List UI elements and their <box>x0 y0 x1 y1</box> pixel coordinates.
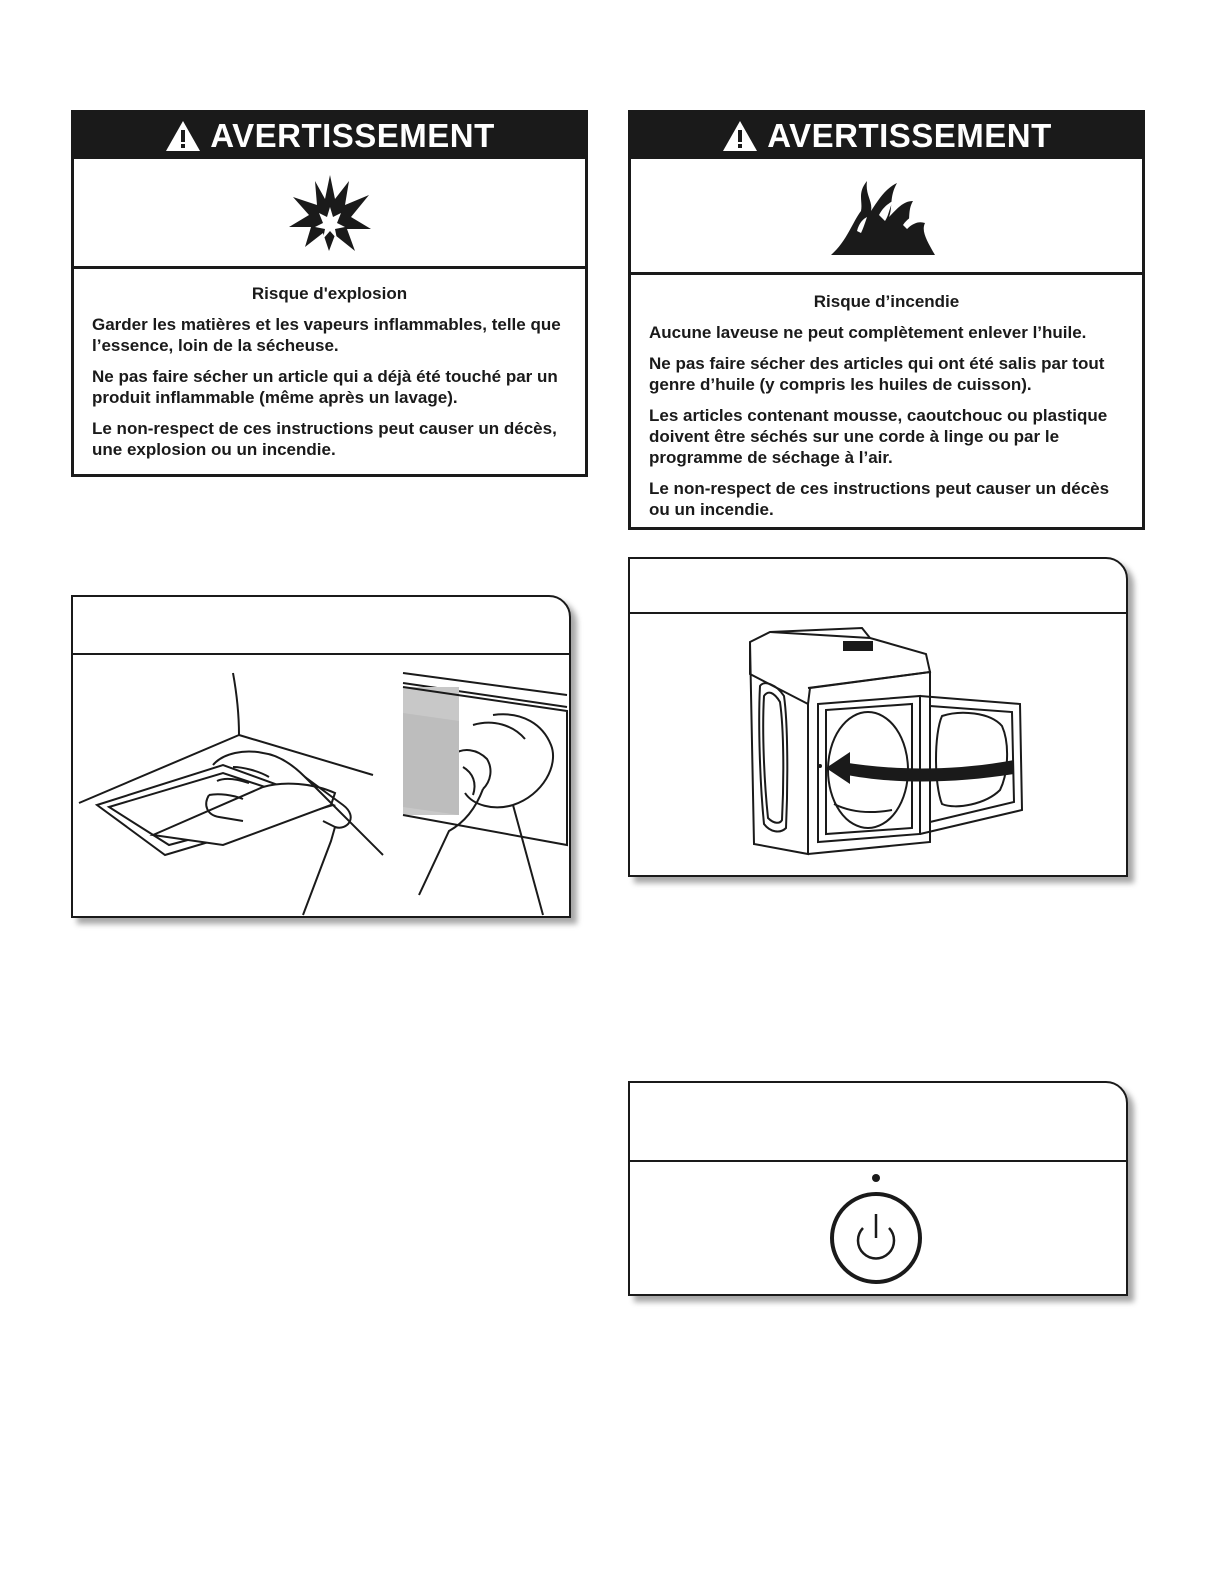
warning-text: Ne pas faire sécher un article qui a déjà été touché par un produit inflammable (même après un lavage). <box>92 367 558 407</box>
figure-illustration <box>630 614 1126 875</box>
warning-triangle-icon <box>164 119 202 153</box>
warning-header <box>631 113 1142 159</box>
power-icon <box>832 1194 920 1282</box>
warning-title: AVERTISSEMENT <box>767 117 1052 154</box>
figure-header <box>73 597 569 655</box>
warning-text: Aucune laveuse ne peut complètement enlever l’huile. <box>649 323 1087 342</box>
warning-text: Le non-respect de ces instructions peut causer un décès, une explosion ou un incendie. <box>92 419 557 459</box>
fire-icon <box>827 171 947 261</box>
lint-screen-illustration <box>73 655 569 916</box>
warning-header <box>74 113 585 159</box>
lint-screen-figure <box>71 595 571 918</box>
power-control-illustration <box>630 1162 1126 1294</box>
warning-text: Garder les matières et les vapeurs inflammables, telle que l’essence, loin de la sécheuse. <box>92 315 561 355</box>
warning-explosion <box>71 110 588 477</box>
figure-header <box>630 1083 1126 1162</box>
icon-area <box>631 159 1142 275</box>
figure-illustration <box>630 1162 1126 1294</box>
dryer-illustration <box>630 614 1126 875</box>
icon-area <box>74 159 585 269</box>
warning-fire <box>628 110 1145 530</box>
warning-text: Ne pas faire sécher des articles qui ont été salis par tout genre d’huile (y compris les huiles de cuisson). <box>649 354 1105 394</box>
warning-body <box>74 269 585 472</box>
figure-header <box>630 559 1126 614</box>
power-indicator-light <box>872 1174 880 1182</box>
figure-illustration <box>73 655 569 916</box>
explosion-icon <box>285 173 375 253</box>
dryer-door-figure <box>628 557 1128 877</box>
warning-text: Les articles contenant mousse, caoutchouc ou plastique doivent être séchés sur une corde à linge ou par le programme de séchage à l’air. <box>649 406 1108 467</box>
hazard-label: Risque d’incendie <box>813 292 960 311</box>
warning-title: AVERTISSEMENT <box>210 117 495 154</box>
warning-body <box>631 275 1142 532</box>
warning-triangle-icon <box>721 119 759 153</box>
warning-text: Le non-respect de ces instructions peut causer un décès ou un incendie. <box>649 479 1110 519</box>
power-button-figure <box>628 1081 1128 1296</box>
hazard-label: Risque d'explosion <box>251 284 408 303</box>
